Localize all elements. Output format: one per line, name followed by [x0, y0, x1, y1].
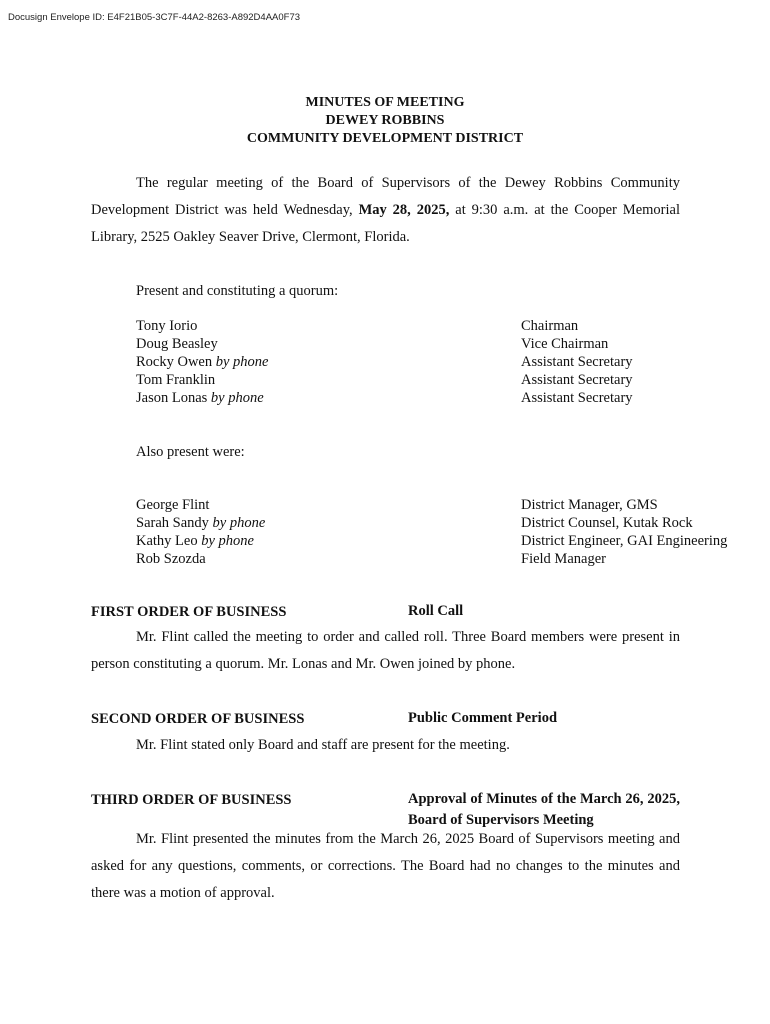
second-order-heading: SECOND ORDER OF BUSINESS: [91, 711, 305, 727]
roster-row: [136, 353, 696, 371]
member-title: Assistant Secretary: [521, 390, 633, 406]
intro-paragraph: [91, 170, 680, 251]
third-order-topic: Approval of Minutes of the March 26, 2025, Board of Supervisors Meeting: [408, 791, 680, 828]
header-line-3: COMMUNITY DEVELOPMENT DISTRICT: [246, 131, 524, 146]
first-order-body: [91, 624, 680, 678]
third-order-heading: THIRD ORDER OF BUSINESS: [91, 792, 292, 808]
staff-name: Rob Szozda: [136, 551, 206, 567]
member-name: Tony Iorio: [136, 318, 198, 334]
envelope-id: Docusign Envelope ID: E4F21B05-3C7F-44A2-8263-A892D4AA0F73: [8, 12, 301, 23]
staff-title: District Manager, GMS: [521, 497, 658, 513]
staff-name: George Flint: [136, 497, 210, 513]
member-name: Jason Lonas: [136, 390, 208, 406]
attendance-note: by phone: [215, 354, 269, 370]
staff-title: Field Manager: [521, 551, 606, 567]
board-roster: [136, 317, 696, 407]
second-order-body: [91, 732, 680, 759]
roster-row: [136, 317, 696, 335]
member-title: Assistant Secretary: [521, 372, 633, 388]
attendance-note: by phone: [210, 390, 264, 406]
member-name: Doug Beasley: [136, 336, 218, 352]
third-order-text: Mr. Flint presented the minutes from the March 26, 2025 Board of Supervisors meeting and asked for any questions, comments, or corrections. The Board had no changes to the minutes and there was a motion of approval.: [91, 831, 680, 901]
second-order-text: Mr. Flint stated only Board and staff are present for the meeting.: [136, 737, 510, 753]
first-order-text: Mr. Flint called the meeting to order and called roll. Three Board members were present in person constituting a quorum. Mr. Lonas and Mr. Owen joined by phone.: [91, 629, 680, 672]
staff-title: District Counsel, Kutak Rock: [521, 515, 693, 531]
meeting-date: May 28, 2025,: [358, 202, 450, 218]
roster-row: [136, 335, 696, 353]
second-order-topic: Public Comment Period: [408, 710, 558, 726]
member-name: Rocky Owen: [136, 354, 213, 370]
member-title: Assistant Secretary: [521, 354, 633, 370]
staff-title: District Engineer, GAI Engineering: [521, 533, 728, 549]
member-name: Tom Franklin: [136, 372, 216, 388]
quorum-label: Present and constituting a quorum:: [136, 283, 339, 299]
member-title: Chairman: [521, 318, 579, 334]
staff-roster: [136, 496, 728, 568]
staff-name: Sarah Sandy: [136, 515, 209, 531]
attendance-note: by phone: [201, 533, 254, 549]
header-line-1: MINUTES OF MEETING: [305, 95, 465, 110]
staff-name: Kathy Leo: [136, 533, 198, 549]
roster-row: [136, 550, 696, 568]
attendance-note: by phone: [212, 515, 266, 531]
intro-text-1: The regular meeting of the Board of Supervisors of the Dewey Robbins Community Development District was held Wednesday,: [91, 175, 680, 218]
also-present-label: Also present were:: [136, 444, 245, 460]
header-line-2: DEWEY ROBBINS: [325, 113, 445, 128]
roster-row: [136, 371, 696, 389]
first-order-heading: FIRST ORDER OF BUSINESS: [91, 604, 287, 620]
third-order-body: [91, 826, 680, 907]
roster-row: [136, 496, 696, 514]
roster-row: [136, 532, 728, 550]
intro-text-2: at 9:30 a.m. at the Cooper Memorial Library, 2525 Oakley Seaver Drive, Clermont, Florida.: [91, 202, 680, 245]
roster-row: [136, 389, 696, 407]
roster-row: [136, 514, 696, 532]
member-title: Vice Chairman: [521, 336, 609, 352]
first-order-topic: Roll Call: [408, 603, 464, 619]
